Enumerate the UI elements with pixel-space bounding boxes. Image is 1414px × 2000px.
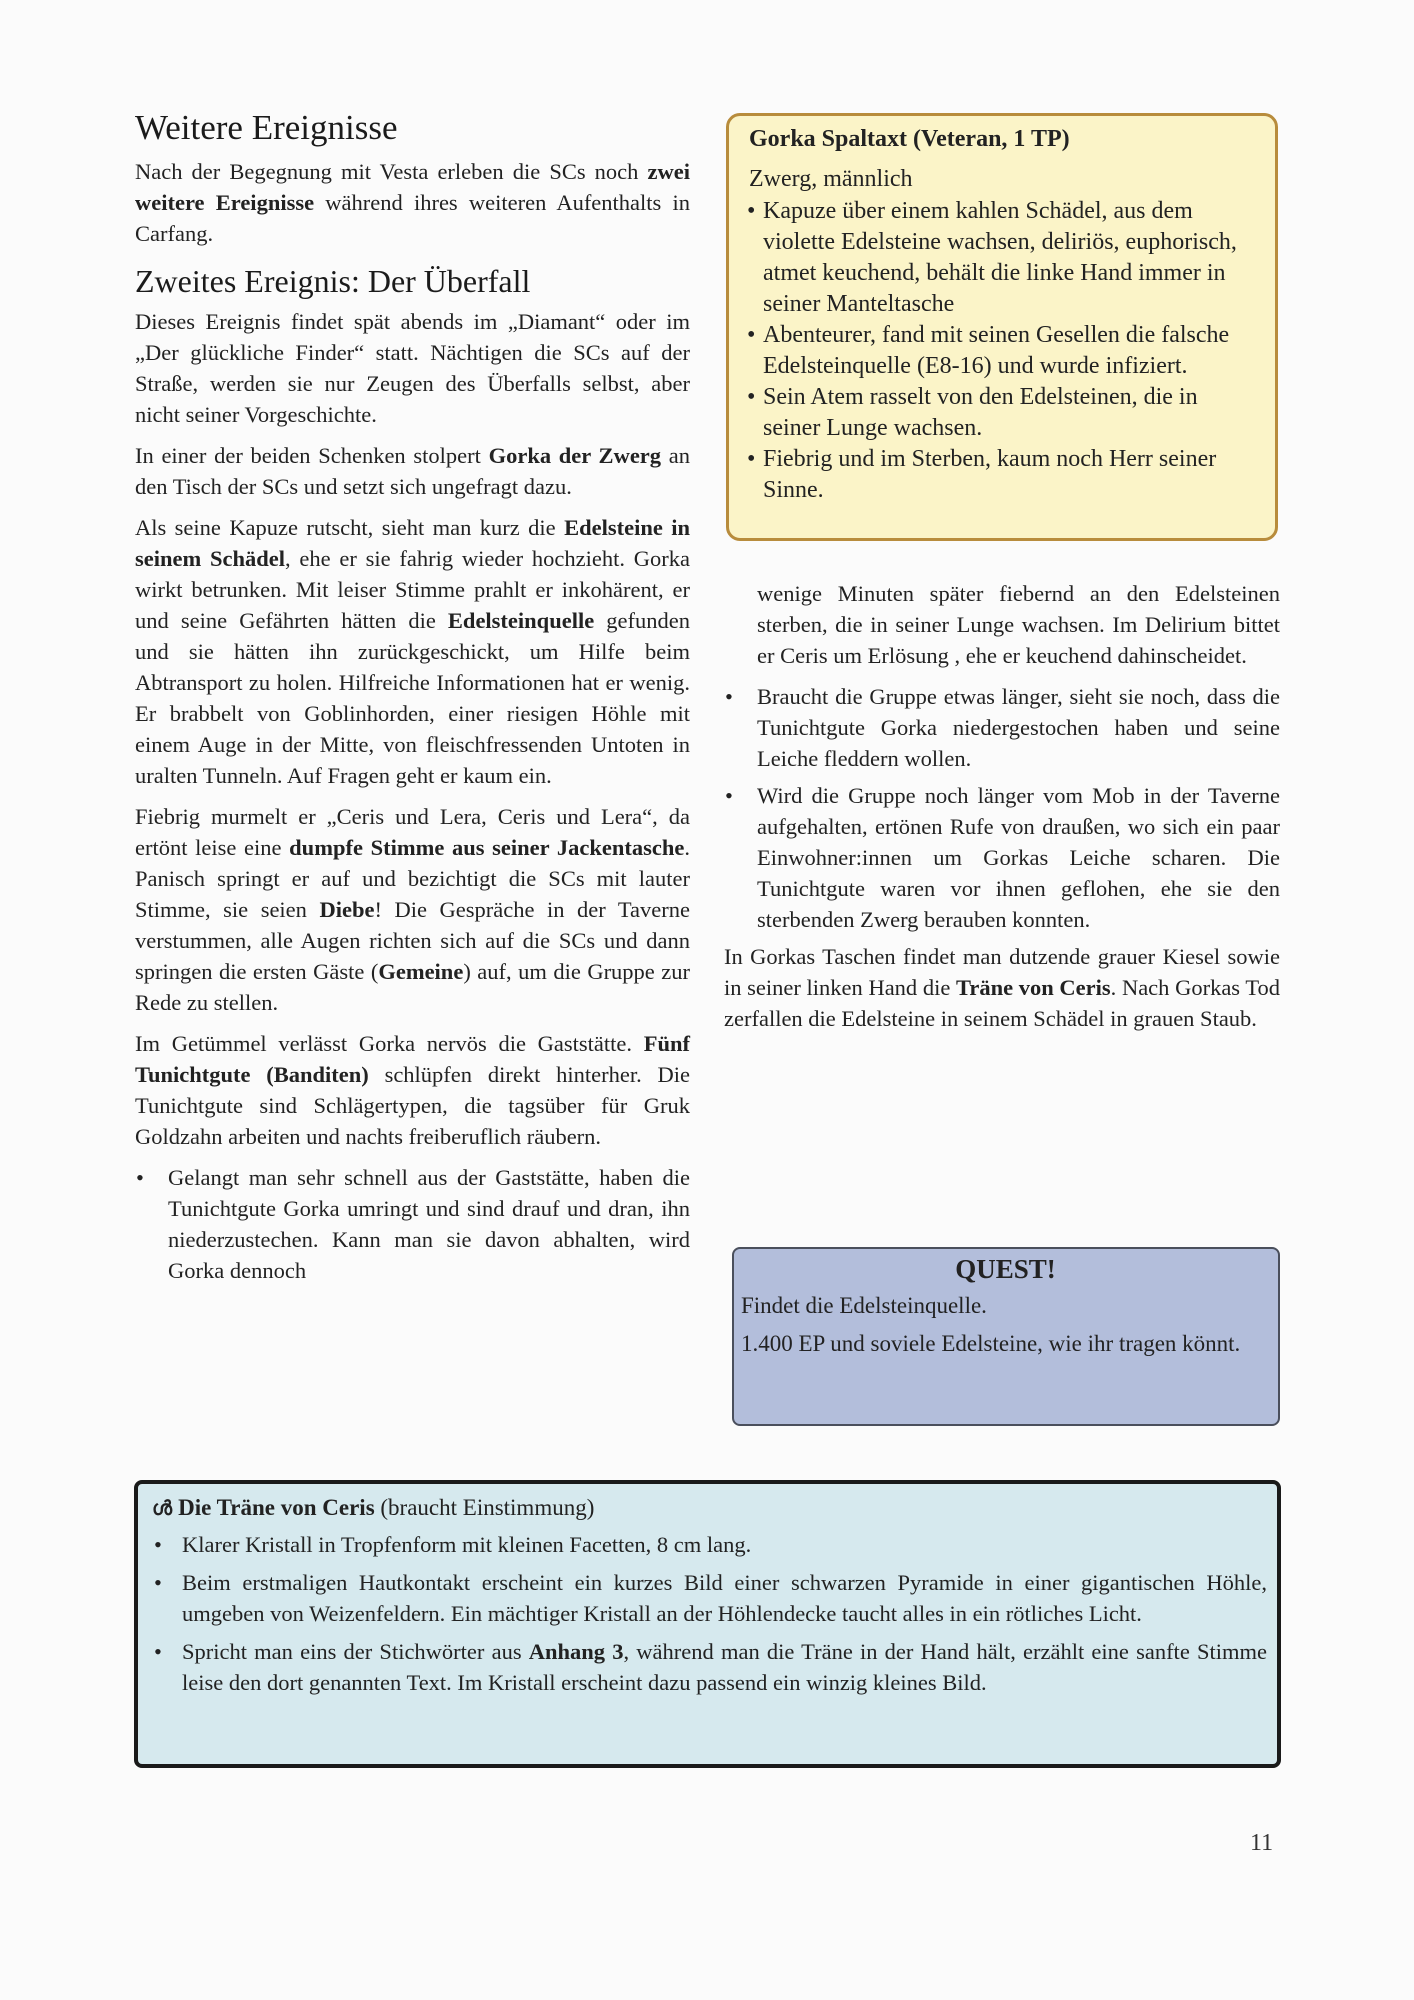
item-list [152,1529,1267,1698]
list-item: • Braucht die Gruppe etwas länger, sieht sie noch, dass die Tunichtgute Gorka niedergestochen haben und seine Leiche fleddern wollen. [757,681,1280,774]
list-item: • Fiebrig und im Sterben, kaum noch Herr seiner Sinne. [763,444,1259,506]
statblock-subtitle: Zwerg, männlich [749,166,913,192]
list-item: • Klarer Kristall in Tropfenform mit kleinen Facetten, 8 cm lang. [182,1529,1267,1560]
paragraph-tumult: Im Getümmel verlässt Gorka nervös die Gaststätte. Fünf Tunichtgute (Banditen) schlüpfen direkt hinterher. Die Tunichtgute sind Schlägertypen, die tagsüber für Gruk Goldzahn arbeiten und nachts freiberuflich räubern. [135,1031,690,1150]
left-bullet-list [135,1162,690,1286]
paragraph-gems: Als seine Kapuze rutscht, sieht man kurz die Edelsteine in seinem Schädel, ehe er sie fahrig wieder hochzieht. Gorka wirkt betrunken. Mit leiser Stimme prahlt er inkohärent, er und seine Gefährten hätten die Edelsteinquelle gefunden und sie hätten ihn zurückgeschickt, um Hilfe beim Abtransport zu holen. Hilfreiche Informationen hat er wenig. Er brabbelt von Goblinhorden, einer riesigen Höhle mit einem Auge in der Mitte, von fleischfressenden Untoten in uralten Tunneln. Auf Fragen geht er kaum ein. [135,515,691,789]
magic-item-box [134,1480,1281,1768]
left-column [135,108,690,1292]
paragraph-gorka-arrives: In einer der beiden Schenken stolpert Gorka der Zwerg an den Tisch der SCs und setzt sich ungefragt dazu. [135,443,690,500]
right-bullet-list [724,681,1280,935]
quest-box [732,1247,1280,1426]
list-item: • Abenteurer, fand mit seinen Gesellen die falsche Edelsteinquelle (E8-16) und wurde infiziert. [763,320,1259,382]
right-column [724,578,1280,1044]
page-number: 11 [1250,1830,1274,1856]
section-heading: Weitere Ereignisse [135,108,398,147]
paragraph-pockets: In Gorkas Taschen findet man dutzende grauer Kiesel sowie in seiner linken Hand die Träne von Ceris. Nach Gorkas Tod zerfallen die Edelsteine in seinem Schädel in grauen Staub. [724,944,1280,1031]
item-note: (braucht Einstimmung) [374,1495,595,1520]
quest-reward: 1.400 EP und soviele Edelsteine, wie ihr tragen könnt. [741,1331,1241,1356]
subsection-heading: Zweites Ereignis: Der Überfall [135,263,531,300]
list-item: • Wird die Gruppe noch länger vom Mob in der Taverne aufgehalten, ertönen Rufe von draußen, wo sich ein paar Einwohner:innen um Gorkas Leiche scharen. Die Tunichtgute waren vor ihnen geflohen, ehe sie den sterbenden Zwerg berauben konnten. [757,780,1280,935]
list-item: • Spricht man eins der Stichwörter aus Anhang 3, während man die Träne in der Hand hält, erzählt eine sanfte Stimme leise den dort genannten Text. Im Kristall erscheint dazu passend ein winzig kleines Bild. [182,1636,1267,1698]
quest-objective: Findet die Edelsteinquelle. [741,1293,987,1318]
list-item: • Sein Atem rasselt von den Edelsteinen, die in seiner Lunge wachsen. [763,382,1259,444]
list-item: • Gelangt man sehr schnell aus der Gaststätte, haben die Tunichtgute Gorka umringt und sind drauf und dran, ihn niederzustechen. Kann man sie davon abhalten, wird Gorka dennoch [168,1162,690,1286]
paragraph-voice: Fiebrig murmelt er „Ceris und Lera, Ceris und Lera“, da ertönt leise eine dumpfe Stimme aus seiner Jackentasche. Panisch springt er auf und bezichtigt die SCs mit lauter Stimme, sie seien Diebe! Die Gespräche in der Taverne verstummen, alle Augen richten sich auf die SCs und dann springen die ersten Gäste (Gemeine) auf, um die Gruppe zur Rede zu stellen. [135,804,691,1016]
item-title [152,1492,1267,1525]
statblock-title: Gorka Spaltaxt (Veteran, 1 TP) [749,126,1070,152]
statblock-list [749,196,1259,506]
paragraph-location: Dieses Ereignis findet spät abends im „Diamant“ oder im „Der glückliche Finder“ statt. Nächtigen die SCs auf der Straße, werden sie nur Zeugen des Überfalls selbst, aber nicht seiner Vorgeschichte. [135,309,690,428]
npc-statblock [726,113,1278,541]
list-item: • Kapuze über einem kahlen Schädel, aus dem violette Edelsteine wachsen, deliriös, euphorisch, atmet keuchend, behält die linke Hand immer in seiner Manteltasche [763,196,1259,320]
list-item: • Beim erstmaligen Hautkontakt erscheint ein kurzes Bild einer schwarzen Pyramide in einer gigantischen Höhle, umgeben von Weizenfeldern. Ein mächtiger Kristall an der Höhlendecke taucht alles in ein rötliches Licht. [182,1567,1267,1629]
intro-paragraph: Nach der Begegnung mit Vesta erleben die SCs noch zwei weitere Ereignisse während ihres weiteren Aufenthalts in Carfang. [135,159,690,247]
item-name: Die Träne von Ceris [178,1495,375,1520]
quest-title: QUEST! [955,1254,1056,1284]
ornament-icon: ൾ [152,1498,173,1520]
continuation-paragraph: wenige Minuten später fiebernd an den Edelsteinen sterben, die in seiner Lunge wachsen. Im Delirium bittet er Ceris um Erlösung , ehe er keuchend dahinscheidet. [757,581,1280,668]
